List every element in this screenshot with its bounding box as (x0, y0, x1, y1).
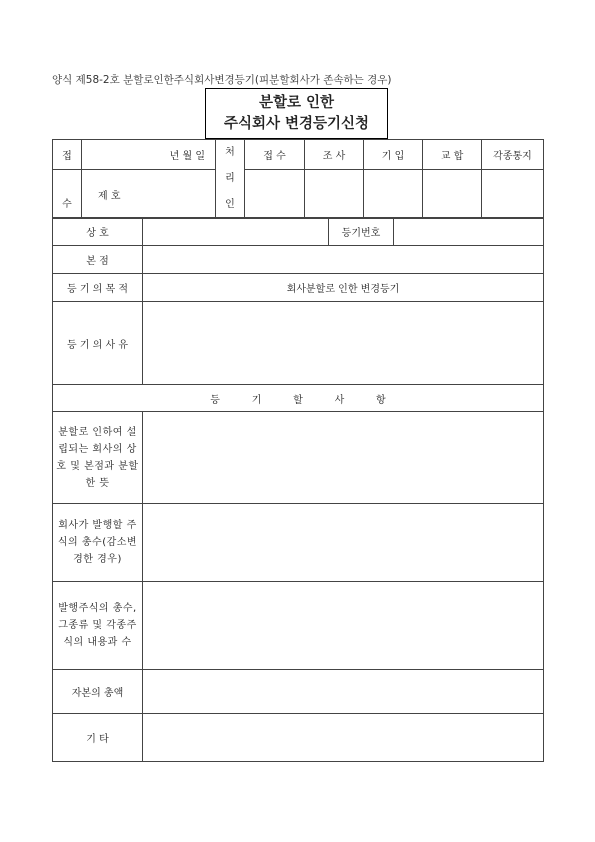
stamp-verify[interactable] (423, 170, 482, 219)
item-issued-shares-label: 발행주식의 총수, 그종류 및 각종주식의 내용과 수 (53, 582, 143, 670)
head-office-field[interactable] (143, 246, 544, 274)
stamp-receipt[interactable] (245, 170, 305, 219)
form-title (205, 88, 388, 139)
receipt-number-field[interactable]: 제 호 (82, 170, 216, 219)
item-issued-shares-field[interactable] (143, 582, 544, 670)
reg-number-label: 등기번호 (329, 218, 394, 246)
trade-name-field[interactable] (143, 218, 329, 246)
trade-name-label: 상 호 (53, 218, 143, 246)
processor-char-2: 리 (225, 173, 235, 184)
header-entry: 기 입 (364, 140, 423, 170)
item-split-company-field[interactable] (143, 412, 544, 504)
header-receipt: 접 수 (245, 140, 305, 170)
receipt-label-su: 수 (53, 170, 82, 219)
header-notice: 각종통지 (482, 140, 544, 170)
reason-label: 등 기 의 사 유 (53, 302, 143, 385)
form-title-line-1: 분할로 인한 (258, 94, 335, 111)
stamp-review[interactable] (305, 170, 364, 219)
receipt-table (52, 139, 544, 219)
receipt-date-field[interactable]: 년 월 일 (82, 140, 216, 170)
header-verify: 교 합 (423, 140, 482, 170)
stamp-entry[interactable] (364, 170, 423, 219)
stamp-notice[interactable] (482, 170, 544, 219)
processor-char-3: 인 (225, 199, 235, 210)
head-office-label: 본 점 (53, 246, 143, 274)
purpose-value: 회사분할로 인한 변경등기 (143, 274, 544, 302)
receipt-label-jeop: 접 (53, 140, 82, 170)
section-title: 등 기 할 사 항 (53, 385, 544, 412)
processor-char-1: 처 (225, 147, 235, 158)
purpose-label: 등 기 의 목 적 (53, 274, 143, 302)
item-authorized-shares-field[interactable] (143, 504, 544, 582)
reason-field[interactable] (143, 302, 544, 385)
registration-table (52, 217, 544, 762)
other-label: 기 타 (53, 714, 143, 762)
header-review: 조 사 (305, 140, 364, 170)
form-caption: 양식 제58-2호 분할로인한주식회사변경등기(피분할회사가 존속하는 경우) (52, 74, 392, 86)
reg-number-field[interactable] (394, 218, 544, 246)
capital-field[interactable] (143, 670, 544, 714)
capital-label: 자본의 총액 (53, 670, 143, 714)
other-field[interactable] (143, 714, 544, 762)
item-authorized-shares-label: 회사가 발행할 주식의 총수(감소변경한 경우) (53, 504, 143, 582)
form-title-line-2: 주식회사 변경등기신청 (223, 115, 370, 132)
item-split-company-label: 분할로 인하여 설립되는 회사의 상호 및 본점과 분할한 뜻 (53, 412, 143, 504)
processor-label (216, 140, 245, 219)
